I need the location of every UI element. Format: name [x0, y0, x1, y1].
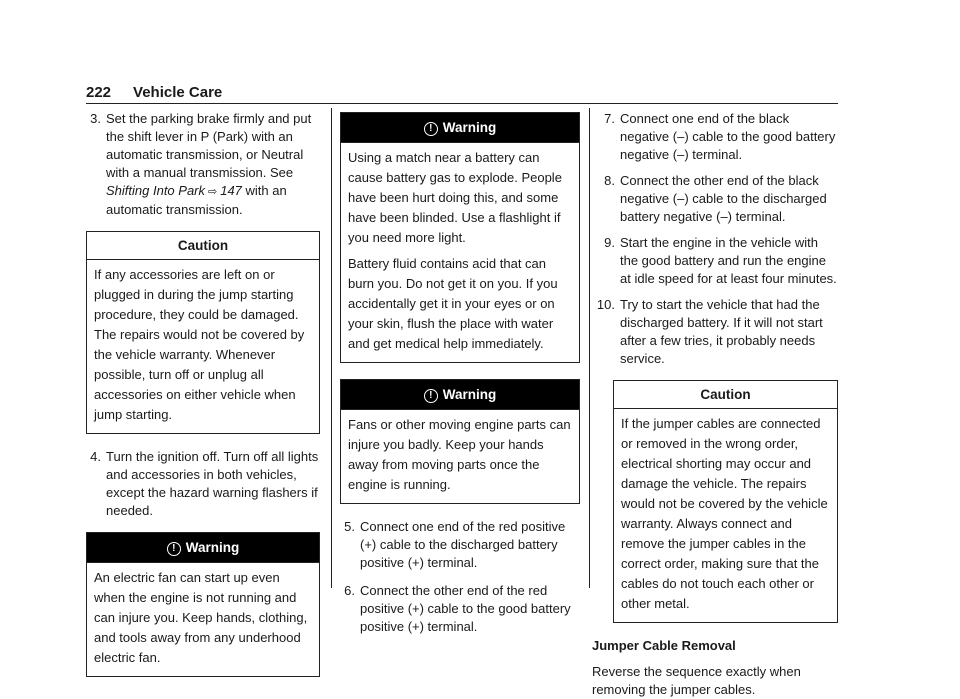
column-1 [86, 110, 320, 691]
step-text: Try to start the vehicle that had the discharged battery. If it will not start after a few tries, it probably needs service. [620, 297, 823, 366]
subheading: Jumper Cable Removal [592, 638, 736, 653]
step-9 [592, 234, 838, 288]
column-divider-1 [331, 108, 332, 588]
step-4 [86, 448, 320, 520]
cross-reference-link[interactable]: Shifting Into Park [106, 183, 205, 198]
warning-paragraph: Using a match near a battery can cause battery gas to explode. People have been hurt doing this, and some have been blinded. Use a flashlight if you need more light. [348, 150, 562, 245]
page-number: 222 [86, 84, 112, 101]
warning-paragraph: Battery fluid contains acid that can burn you. Do not get it on you. If you accidentally get it in your eyes or on your skin, flush the place with water and get medical help immediately. [348, 256, 558, 351]
warning-box [86, 532, 320, 677]
caution-box [613, 380, 838, 623]
page-ref-arrow-icon: ⇨ [208, 186, 218, 198]
step-8 [592, 172, 838, 226]
step-number: 6. [344, 583, 355, 598]
step-number: 10. [596, 297, 615, 312]
body-paragraph: Reverse the sequence exactly when removing the jumper cables. [592, 664, 801, 697]
warning-title: Warning [442, 387, 497, 402]
step-number: 7. [604, 111, 615, 126]
cross-reference-page[interactable]: 147 [220, 183, 242, 198]
step-10 [592, 296, 838, 368]
page-header [86, 84, 222, 101]
warning-body: An electric fan can start up even when the engine is not running and can injure you. Keep hands, clothing, and tools away from any underhood electric fan. [94, 570, 308, 665]
caution-title: Caution [614, 381, 837, 409]
warning-icon: ! [424, 122, 438, 136]
step-text-before: Set the parking brake firmly and put the shift lever in P (Park) with an automatic transmission, or Neutral with a manual transmission. See [106, 111, 312, 180]
step-text [106, 110, 320, 219]
header-rule [86, 103, 838, 104]
step-text: Connect the other end of the red positive (+) cable to the good battery positive (+) terminal. [360, 583, 571, 634]
step-text: Connect one end of the red positive (+) cable to the discharged battery positive (+) terminal. [360, 519, 566, 570]
warning-title: Warning [442, 120, 497, 135]
warning-icon: ! [424, 389, 438, 403]
step-3 [86, 110, 320, 219]
step-text: Connect one end of the black negative (–) cable to the good battery negative (–) terminal. [620, 111, 836, 162]
column-2 [340, 112, 580, 646]
step-5 [340, 518, 580, 572]
step-text: Connect the other end of the black negative (–) cable to the discharged battery negative (–) terminal. [620, 173, 827, 224]
step-number: 5. [344, 519, 355, 534]
warning-box [340, 379, 580, 504]
caution-body: If any accessories are left on or plugged in during the jump starting procedure, they could be damaged. The repairs would not be covered by the vehicle warranty. Whenever possible, turn off or unplug all accessories on either vehicle when jump starting. [94, 267, 305, 422]
column-divider-2 [589, 108, 590, 588]
warning-title: Warning [185, 540, 240, 555]
caution-box [86, 231, 320, 434]
step-number: 8. [604, 173, 615, 188]
warning-body: Fans or other moving engine parts can injure you badly. Keep your hands away from moving parts once the engine is running. [348, 417, 571, 492]
warning-icon: ! [167, 542, 181, 556]
caution-body: If the jumper cables are connected or removed in the wrong order, electrical shorting may occur and damage the vehicle. The repairs would not be covered by the vehicle warranty. Always connect and remove the jumper cables in the correct order, making sure that the cables do not touch each other or other metal. [621, 416, 828, 611]
step-text-after: with an automatic transmission. [106, 183, 287, 217]
caution-title: Caution [87, 232, 319, 260]
step-7 [592, 110, 838, 164]
column-3 [592, 110, 838, 699]
step-number: 4. [90, 449, 101, 464]
step-number: 9. [604, 235, 615, 250]
step-6 [340, 582, 580, 636]
warning-title-bar [341, 380, 579, 410]
step-text: Turn the ignition off. Turn off all lights and accessories in both vehicles, except the hazard warning flashers if needed. [106, 449, 319, 518]
step-text: Start the engine in the vehicle with the good battery and run the engine at idle speed for at least four minutes. [620, 235, 837, 286]
section-title: Vehicle Care [133, 84, 223, 101]
warning-box [340, 112, 580, 363]
step-number: 3. [90, 111, 101, 126]
warning-body [341, 143, 579, 362]
warning-title-bar [341, 113, 579, 143]
warning-title-bar [87, 533, 319, 563]
